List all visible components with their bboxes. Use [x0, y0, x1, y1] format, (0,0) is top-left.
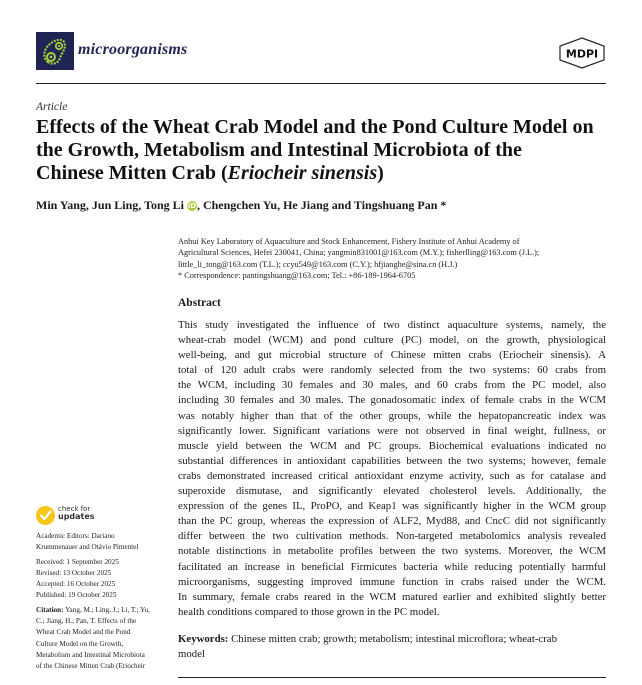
citation-line: C.; Jiang, H.; Pan, T. Effects of the	[36, 617, 137, 626]
abstract-line: than the PC group, whereas the expression of ALF2, Myd88, and CncC did not significantly	[178, 515, 606, 528]
bacteria-gear-icon	[36, 32, 74, 70]
abstract-line: expression of the genes IL, ProPO, and Keap1 was significantly higher in the WCM group	[178, 500, 606, 513]
revised-date: Revised: 13 October 2025	[36, 568, 112, 577]
checkmark-icon	[36, 506, 55, 525]
affiliation-line: Anhui Key Laboratory of Aquaculture and Stock Enhancement, Fishery Institute of Anhui Academy of	[178, 237, 520, 246]
title-line: the Growth, Metabolism and Intestinal Microbiota of the	[36, 139, 522, 161]
citation-line: Metabolism and Intestinal Microbiota	[36, 650, 145, 659]
author-list	[36, 198, 446, 213]
mdpi-hexagon-icon	[557, 37, 607, 69]
abstract-line: wheat-crab model (WCM) and pond culture (PC) model, on the growth, physiological	[178, 334, 606, 347]
abstract-body	[178, 318, 606, 620]
authors-text: Min Yang, Jun Ling, Tong Li	[36, 198, 187, 212]
abstract-line: differ between the two cultivation methods. Non-targeted metabolomics analysis revealed	[178, 530, 606, 543]
abstract-line: including 30 females and 30 males. The gonadosomatic index of female crabs in the WCM	[178, 394, 606, 407]
citation-line: of the Chinese Mitten Crab (Eriocheir	[36, 662, 146, 671]
title-text: Chinese Mitten Crab (	[36, 162, 228, 184]
abstract-line: total of 120 adult crabs were randomly selected from the two systems: 60 crabs from	[178, 364, 606, 377]
editors-line: Krummenauer and Otávio Pimentel	[36, 543, 139, 552]
keywords-label: Keywords:	[178, 633, 229, 645]
check-for-updates-button[interactable]	[36, 505, 96, 527]
abstract-line: microorganisms, suggesting improved immune function in crabs raised under the WCM.	[178, 575, 606, 588]
correspondence-line: * Correspondence: pantingshuang@163.com; Tel.: +86-189-1964-6705	[178, 270, 416, 280]
title-text: )	[377, 162, 384, 184]
abstract-line: facilitated an increase in beneficial Firmicutes bacteria while reducing potentially harmful	[178, 560, 606, 573]
article-info-sidebar	[36, 531, 171, 673]
check-updates-label	[58, 505, 95, 521]
abstract-line: was notably higher than that of the other groups, while the hepatopancreatic index was	[178, 409, 606, 422]
abstract-line: the WCM, including 30 females and 30 males, and 60 crabs from the PC model, also	[178, 379, 606, 392]
affiliation-line: Agricultural Sciences, Hefei 230041, China; yangmin831001@163.com (M.Y.); fisherlling@163.com (J.L.);	[178, 248, 540, 258]
abstract-line: This study investigated the influence of two distinct aquaculture systems, namely, the	[178, 319, 606, 331]
citation-label: Citation:	[36, 605, 64, 614]
journal-name[interactable]: microorganisms	[78, 41, 188, 58]
abstract-heading: Abstract	[178, 297, 221, 309]
received-date: Received: 1 September 2025	[36, 557, 119, 566]
check-updates-line: updates	[58, 512, 95, 521]
title-line: Effects of the Wheat Crab Model and the Pond Culture Model on	[36, 116, 594, 138]
abstract-line: In summary, female crabs reared in the WCM matured earlier and exhibited slightly better	[178, 590, 606, 603]
affiliation-block	[178, 236, 618, 281]
abstract-line: notable distinctions in metabolite profiles between the two systems. Moreover, the WCM	[178, 545, 606, 558]
keywords-block	[178, 632, 608, 662]
header-divider	[36, 83, 606, 84]
abstract-line: well-being, and gut microbial structure of Chinese mitten crabs (Eriocheir sinensis). A	[178, 349, 606, 362]
abstract-line: muscle yield between the WCM and PC groups. Biochemical evaluations indicated no	[178, 439, 606, 452]
published-date: Published: 19 October 2025	[36, 591, 117, 600]
orcid-icon[interactable]: iD	[187, 202, 197, 210]
affiliation-line: little_li_tong@163.com (T.L.); ccyu549@163.com (C.Y.); hfjianghe@sina.cn (H.J.)	[178, 259, 458, 269]
abstract-line: superoxide dismutase, and significantly elevated cholesterol levels. Additionally, the	[178, 485, 606, 498]
article-type: Article	[36, 101, 68, 113]
journal-logo[interactable]	[36, 32, 74, 70]
mdpi-logo[interactable]	[557, 37, 607, 69]
citation-line	[36, 605, 171, 616]
abstract-line: health conditions compared to those grown in the PC model.	[178, 605, 440, 618]
citation-line: Wheat Crab Model and the Pond	[36, 628, 131, 637]
keywords-line	[178, 632, 608, 647]
abstract-line: substantial differences in antioxidant capabilities between the two systems; however, female	[178, 454, 606, 467]
mdpi-logo-text: MDPI	[565, 47, 599, 61]
accepted-date: Accepted: 16 October 2025	[36, 580, 116, 589]
section-divider	[178, 677, 606, 678]
citation-text: Yang, M.; Ling, J.; Li, T.; Yu,	[63, 605, 150, 614]
keywords-line: model	[178, 648, 205, 660]
article-title	[36, 116, 636, 185]
editors-line: Academic Editors: Dariano	[36, 532, 115, 540]
species-name: Eriocheir sinensis	[227, 162, 378, 184]
title-line	[36, 162, 636, 185]
keywords-text: Chinese mitten crab; growth; metabolism; intestinal microflora; wheat-crab	[228, 633, 557, 645]
citation-line: Culture Model on the Growth,	[36, 639, 124, 648]
abstract-line: crabs demonstrated increased critical antioxidant enzyme activity, such as for catalase and	[178, 469, 606, 482]
authors-text: , Chengchen Yu, He Jiang and Tingshuang Pan *	[196, 198, 447, 212]
check-updates-line: check for	[58, 505, 91, 513]
abstract-line: significantly lower. Significant variations were not observed in final weight, fullness, or	[178, 424, 606, 437]
